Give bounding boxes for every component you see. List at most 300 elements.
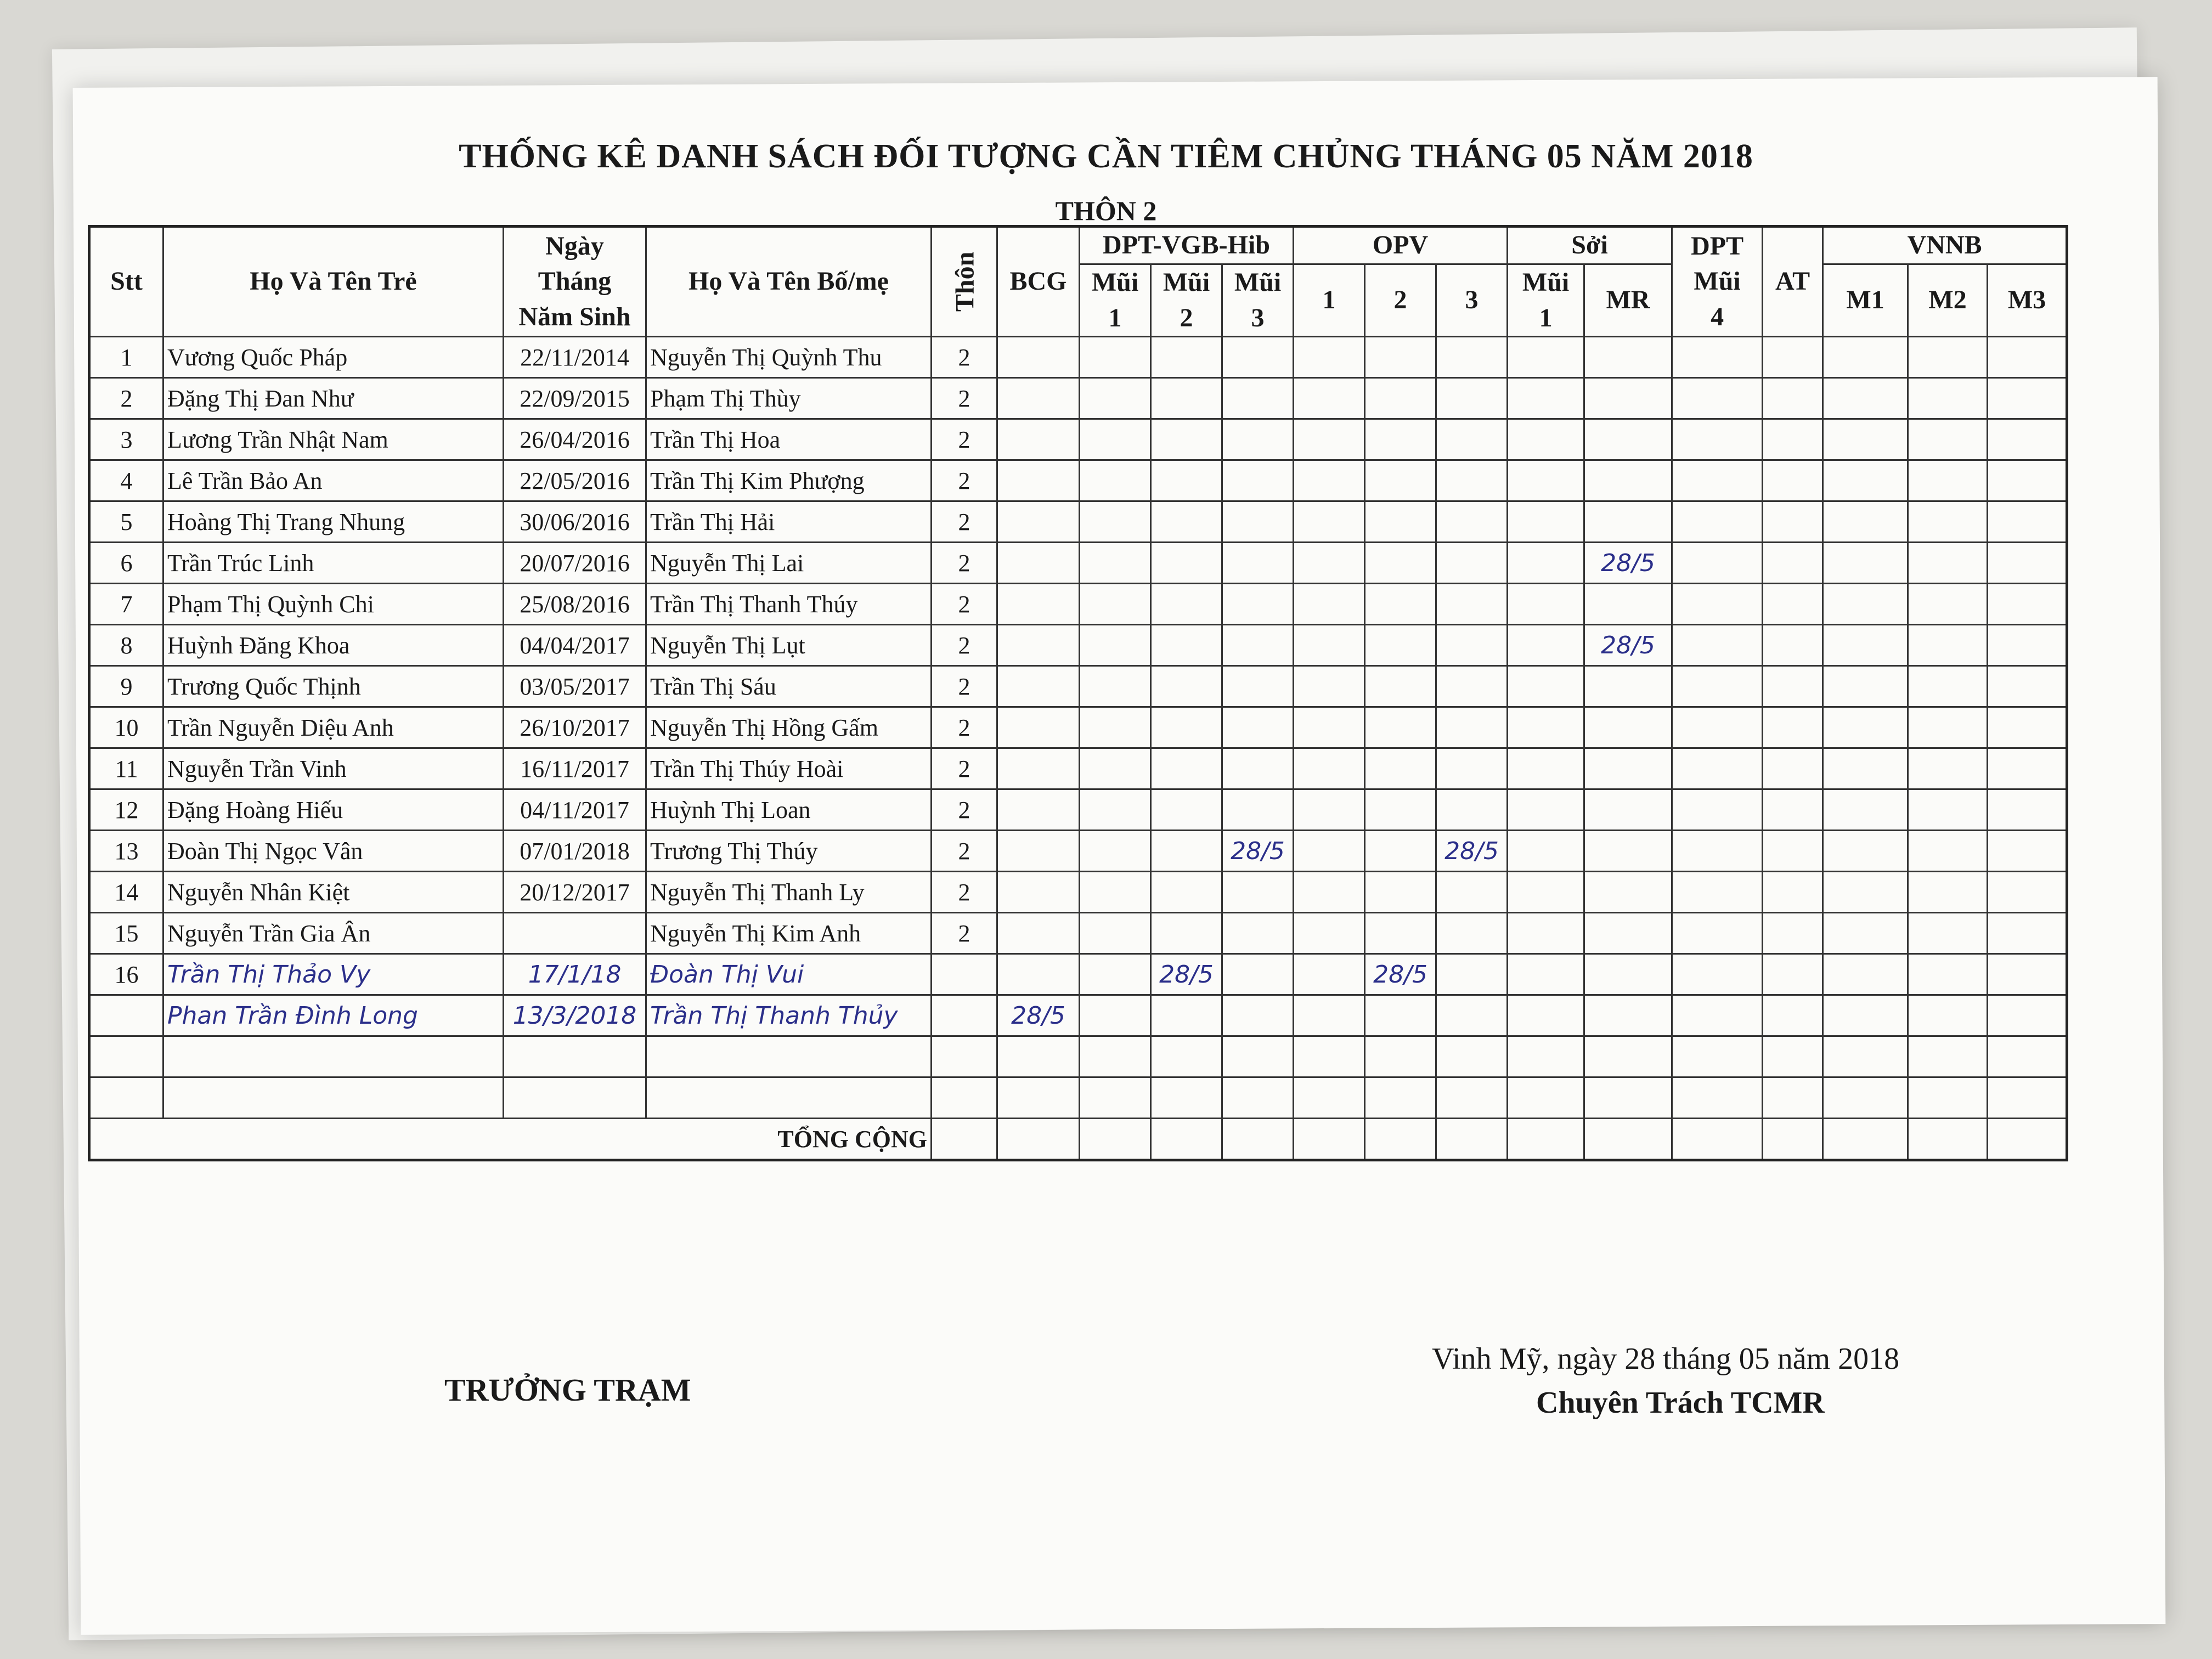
row-empty-cell bbox=[1672, 954, 1763, 995]
row-vnnb-m3 bbox=[1988, 831, 2067, 872]
blank-row bbox=[89, 1036, 2067, 1077]
row-soi-m1 bbox=[1508, 337, 1584, 378]
row-dpt-m1 bbox=[1080, 707, 1151, 748]
row-child-name: Lương Trần Nhật Nam bbox=[163, 419, 504, 460]
row-empty-cell bbox=[89, 1077, 163, 1119]
row-vnnb-m2 bbox=[1908, 543, 1988, 584]
row-dpt-m3 bbox=[1222, 419, 1294, 460]
row-empty-cell bbox=[1672, 1077, 1763, 1119]
row-soi-mr bbox=[1584, 419, 1672, 460]
row-empty-cell bbox=[1988, 954, 2067, 995]
row-dpt-m2 bbox=[1151, 707, 1222, 748]
row-bcg bbox=[997, 872, 1080, 913]
row-child-name: Trương Quốc Thịnh bbox=[163, 666, 504, 707]
row-dpt-m1 bbox=[1080, 501, 1151, 543]
row-parent-name: Trần Thị Kim Phượng bbox=[646, 460, 932, 501]
row-vnnb-m1 bbox=[1823, 748, 1908, 789]
row-vnnb-m1 bbox=[1823, 337, 1908, 378]
row-vnnb-m2 bbox=[1908, 378, 1988, 419]
row-soi-m1 bbox=[1508, 378, 1584, 419]
header-at: AT bbox=[1763, 227, 1823, 337]
row-opv-2 bbox=[1365, 995, 1436, 1036]
row-opv-3 bbox=[1436, 625, 1508, 666]
table-body bbox=[89, 337, 2067, 1160]
row-opv-2 bbox=[1365, 460, 1436, 501]
row-bcg bbox=[997, 789, 1080, 831]
row-dob: 16/11/2017 bbox=[504, 748, 646, 789]
row-thon: 2 bbox=[932, 831, 997, 872]
row-dpt-m2 bbox=[1151, 543, 1222, 584]
row-dpt-m2 bbox=[1151, 666, 1222, 707]
row-stt: 2 bbox=[89, 378, 163, 419]
row-empty-cell bbox=[1763, 1036, 1823, 1077]
row-vnnb-m3 bbox=[1988, 501, 2067, 543]
row-stt: 4 bbox=[89, 460, 163, 501]
row-opv-1 bbox=[1294, 831, 1365, 872]
row-at bbox=[1763, 337, 1823, 378]
row-vnnb-m2 bbox=[1908, 789, 1988, 831]
row-empty-cell bbox=[1584, 1036, 1672, 1077]
row-child-name: Nguyễn Nhân Kiệt bbox=[163, 872, 504, 913]
header-dpt-m2-b: 2 bbox=[1180, 303, 1193, 332]
row-parent-name: Phạm Thị Thùy bbox=[646, 378, 932, 419]
row-dpt-m2 bbox=[1151, 337, 1222, 378]
row-opv-3 bbox=[1436, 872, 1508, 913]
row-parent-name: Nguyễn Thị Lai bbox=[646, 543, 932, 584]
table-row bbox=[89, 419, 2067, 460]
row-thon bbox=[932, 954, 997, 995]
row-stt: 15 bbox=[89, 913, 163, 954]
row-opv-1 bbox=[1294, 789, 1365, 831]
row-vnnb-m1 bbox=[1823, 913, 1908, 954]
row-dpt-m1 bbox=[1080, 666, 1151, 707]
header-dob bbox=[504, 227, 646, 337]
row-child-name: Lê Trần Bảo An bbox=[163, 460, 504, 501]
vaccination-table bbox=[88, 225, 2068, 1161]
row-vnnb-m2 bbox=[1908, 872, 1988, 913]
row-dpt4 bbox=[1672, 872, 1763, 913]
row-empty-cell bbox=[504, 1036, 646, 1077]
row-dpt-m2 bbox=[1151, 501, 1222, 543]
row-opv-1 bbox=[1294, 337, 1365, 378]
row-dpt-m1 bbox=[1080, 378, 1151, 419]
row-empty-cell bbox=[1763, 995, 1823, 1036]
row-opv-2 bbox=[1365, 584, 1436, 625]
row-empty-cell bbox=[1823, 995, 1908, 1036]
row-dpt-m2 bbox=[1151, 748, 1222, 789]
row-opv-1 bbox=[1294, 748, 1365, 789]
row-vnnb-m1 bbox=[1823, 707, 1908, 748]
row-vnnb-m1 bbox=[1823, 419, 1908, 460]
row-opv-3 bbox=[1436, 666, 1508, 707]
header-dpt-m3-b: 3 bbox=[1251, 303, 1265, 332]
header-row-1 bbox=[89, 227, 2067, 264]
header-dpt4-line3: 4 bbox=[1711, 302, 1724, 332]
row-bcg bbox=[997, 666, 1080, 707]
row-at bbox=[1763, 831, 1823, 872]
row-child-name: Huỳnh Đăng Khoa bbox=[163, 625, 504, 666]
row-dob: 04/11/2017 bbox=[504, 789, 646, 831]
total-cell bbox=[1672, 1119, 1763, 1160]
header-dob-line1: Ngày bbox=[545, 231, 604, 261]
row-vnnb-m2 bbox=[1908, 666, 1988, 707]
row-parent-name: Trần Thị Hải bbox=[646, 501, 932, 543]
row-parent-name: Nguyễn Thị Quỳnh Thu bbox=[646, 337, 932, 378]
row-at bbox=[1763, 789, 1823, 831]
row-bcg bbox=[997, 748, 1080, 789]
row-parent-name: Trương Thị Thúy bbox=[646, 831, 932, 872]
row-stt: 9 bbox=[89, 666, 163, 707]
row-vnnb-m1 bbox=[1823, 501, 1908, 543]
row-parent-name: Trần Thị Hoa bbox=[646, 419, 932, 460]
row-soi-m1 bbox=[1508, 419, 1584, 460]
row-soi-m1 bbox=[1508, 501, 1584, 543]
row-dpt-m3 bbox=[1222, 337, 1294, 378]
row-dob: 25/08/2016 bbox=[504, 584, 646, 625]
row-dpt-m3 bbox=[1222, 666, 1294, 707]
total-cell bbox=[1151, 1119, 1222, 1160]
row-bcg bbox=[997, 460, 1080, 501]
header-soi-mr: MR bbox=[1584, 264, 1672, 337]
blank-row bbox=[89, 1077, 2067, 1119]
row-empty-cell bbox=[932, 1077, 997, 1119]
row-bcg bbox=[997, 419, 1080, 460]
row-dpt-m2 bbox=[1151, 913, 1222, 954]
row-opv-3 bbox=[1436, 378, 1508, 419]
row-thon: 2 bbox=[932, 543, 997, 584]
row-vnnb-m3 bbox=[1988, 748, 2067, 789]
row-dob bbox=[504, 913, 646, 954]
row-stt: 1 bbox=[89, 337, 163, 378]
row-child-name: Nguyễn Trần Vinh bbox=[163, 748, 504, 789]
row-empty-cell bbox=[1672, 1036, 1763, 1077]
row-dpt-m2 bbox=[1151, 419, 1222, 460]
row-empty-cell bbox=[1508, 1077, 1584, 1119]
row-empty-cell bbox=[1508, 995, 1584, 1036]
row-vnnb-m1 bbox=[1823, 625, 1908, 666]
row-parent-name: Nguyễn Thị Kim Anh bbox=[646, 913, 932, 954]
row-thon: 2 bbox=[932, 625, 997, 666]
row-dob: 13/3/2018 bbox=[504, 995, 646, 1036]
row-stt: 5 bbox=[89, 501, 163, 543]
row-soi-m1 bbox=[1508, 584, 1584, 625]
row-empty-cell bbox=[1763, 954, 1823, 995]
footer-role: Chuyên Trách TCMR bbox=[1536, 1386, 1825, 1420]
row-bcg bbox=[997, 707, 1080, 748]
table-row bbox=[89, 748, 2067, 789]
row-dpt-m1 bbox=[1080, 831, 1151, 872]
row-empty-cell bbox=[1080, 1077, 1151, 1119]
row-opv-2 bbox=[1365, 913, 1436, 954]
row-opv-1 bbox=[1294, 872, 1365, 913]
row-child-name: Hoàng Thị Trang Nhung bbox=[163, 501, 504, 543]
header-parent-name: Họ Và Tên Bố/mẹ bbox=[646, 227, 932, 337]
row-dpt-m2 bbox=[1151, 378, 1222, 419]
total-cell bbox=[997, 1119, 1080, 1160]
row-parent-name: Trần Thị Thanh Thủy bbox=[646, 995, 932, 1036]
row-parent-name: Nguyễn Thị Hồng Gấm bbox=[646, 707, 932, 748]
row-dpt4 bbox=[1672, 625, 1763, 666]
row-thon: 2 bbox=[932, 337, 997, 378]
row-empty-cell bbox=[1222, 1036, 1294, 1077]
row-dpt-m1 bbox=[1080, 872, 1151, 913]
row-opv-2 bbox=[1365, 337, 1436, 378]
row-vnnb-m3 bbox=[1988, 625, 2067, 666]
row-soi-mr bbox=[1584, 707, 1672, 748]
header-dpt-m3 bbox=[1222, 264, 1294, 337]
row-opv-1 bbox=[1294, 995, 1365, 1036]
total-label: TỔNG CỘNG bbox=[89, 1119, 932, 1160]
row-opv-2 bbox=[1365, 543, 1436, 584]
row-dpt4 bbox=[1672, 419, 1763, 460]
row-opv-3 bbox=[1436, 460, 1508, 501]
header-dpt4-line1: DPT bbox=[1691, 231, 1744, 261]
row-vnnb-m3 bbox=[1988, 913, 2067, 954]
row-soi-mr bbox=[1584, 872, 1672, 913]
row-empty-cell bbox=[932, 1036, 997, 1077]
row-opv-3 bbox=[1436, 707, 1508, 748]
row-dpt4 bbox=[1672, 748, 1763, 789]
row-bcg bbox=[997, 913, 1080, 954]
total-cell bbox=[932, 1119, 997, 1160]
header-dob-line2: Tháng bbox=[538, 267, 612, 296]
row-empty-cell bbox=[1436, 1036, 1508, 1077]
row-soi-mr bbox=[1584, 666, 1672, 707]
table-row bbox=[89, 789, 2067, 831]
row-empty-cell bbox=[1508, 1036, 1584, 1077]
row-vnnb-m2 bbox=[1908, 584, 1988, 625]
row-opv-3: 28/5 bbox=[1436, 831, 1508, 872]
row-opv-2 bbox=[1365, 625, 1436, 666]
row-vnnb-m1 bbox=[1823, 543, 1908, 584]
row-at bbox=[1763, 707, 1823, 748]
row-child-name: Phạm Thị Quỳnh Chi bbox=[163, 584, 504, 625]
header-dpt4-line2: Mũi bbox=[1694, 267, 1741, 296]
row-dpt-m3 bbox=[1222, 460, 1294, 501]
row-vnnb-m3 bbox=[1988, 666, 2067, 707]
row-bcg bbox=[997, 378, 1080, 419]
total-cell bbox=[1294, 1119, 1365, 1160]
row-bcg bbox=[997, 337, 1080, 378]
row-empty-cell bbox=[1823, 1077, 1908, 1119]
row-thon bbox=[932, 995, 997, 1036]
table-row bbox=[89, 378, 2067, 419]
row-empty-cell bbox=[997, 1036, 1080, 1077]
header-soi-m1-b: 1 bbox=[1539, 303, 1553, 332]
row-soi-m1 bbox=[1508, 543, 1584, 584]
row-dpt4 bbox=[1672, 460, 1763, 501]
row-vnnb-m2 bbox=[1908, 419, 1988, 460]
header-vnnb-m1: M1 bbox=[1823, 264, 1908, 337]
row-dpt-m3 bbox=[1222, 584, 1294, 625]
row-vnnb-m2 bbox=[1908, 707, 1988, 748]
row-soi-mr: 28/5 bbox=[1584, 543, 1672, 584]
row-empty-cell bbox=[1763, 1077, 1823, 1119]
row-vnnb-m3 bbox=[1988, 872, 2067, 913]
row-dpt4 bbox=[1672, 913, 1763, 954]
row-dob: 26/10/2017 bbox=[504, 707, 646, 748]
row-soi-m1 bbox=[1508, 625, 1584, 666]
row-dpt-m2 bbox=[1151, 995, 1222, 1036]
row-opv-1 bbox=[1294, 543, 1365, 584]
row-dpt4 bbox=[1672, 378, 1763, 419]
row-dpt-m2 bbox=[1151, 625, 1222, 666]
row-dob: 22/05/2016 bbox=[504, 460, 646, 501]
row-vnnb-m1 bbox=[1823, 872, 1908, 913]
row-empty-cell bbox=[646, 1077, 932, 1119]
row-dob: 17/1/18 bbox=[504, 954, 646, 995]
row-soi-mr bbox=[1584, 378, 1672, 419]
row-soi-m1 bbox=[1508, 748, 1584, 789]
row-child-name: Nguyễn Trần Gia Ân bbox=[163, 913, 504, 954]
row-dpt-m2 bbox=[1151, 584, 1222, 625]
row-empty-cell bbox=[163, 1077, 504, 1119]
row-vnnb-m2 bbox=[1908, 913, 1988, 954]
row-parent-name: Nguyễn Thị Lụt bbox=[646, 625, 932, 666]
row-empty-cell bbox=[1823, 954, 1908, 995]
header-opv-1: 1 bbox=[1294, 264, 1365, 337]
row-thon: 2 bbox=[932, 584, 997, 625]
row-dpt4 bbox=[1672, 584, 1763, 625]
row-soi-mr bbox=[1584, 460, 1672, 501]
row-soi-m1 bbox=[1508, 707, 1584, 748]
header-vnnb-m2: M2 bbox=[1908, 264, 1988, 337]
row-bcg bbox=[997, 625, 1080, 666]
row-bcg bbox=[997, 831, 1080, 872]
row-opv-1 bbox=[1294, 460, 1365, 501]
header-dpt-m1-b: 1 bbox=[1108, 303, 1122, 332]
handwritten-row bbox=[89, 995, 2067, 1036]
row-opv-1 bbox=[1294, 666, 1365, 707]
row-at bbox=[1763, 584, 1823, 625]
footer-station-head: TRƯỞNG TRẠM bbox=[444, 1372, 691, 1408]
row-empty-cell bbox=[1823, 1036, 1908, 1077]
row-vnnb-m1 bbox=[1823, 378, 1908, 419]
row-dpt-m1 bbox=[1080, 625, 1151, 666]
row-vnnb-m2 bbox=[1908, 831, 1988, 872]
row-parent-name: Trần Thị Sáu bbox=[646, 666, 932, 707]
row-at bbox=[1763, 543, 1823, 584]
row-vnnb-m3 bbox=[1988, 584, 2067, 625]
row-opv-3 bbox=[1436, 584, 1508, 625]
row-empty-cell bbox=[1988, 1077, 2067, 1119]
total-cell bbox=[1365, 1119, 1436, 1160]
row-empty-cell bbox=[1672, 995, 1763, 1036]
table-row bbox=[89, 666, 2067, 707]
table-row bbox=[89, 707, 2067, 748]
total-cell bbox=[1436, 1119, 1508, 1160]
row-dob: 22/09/2015 bbox=[504, 378, 646, 419]
row-dpt-m1 bbox=[1080, 337, 1151, 378]
row-thon: 2 bbox=[932, 748, 997, 789]
row-opv-3 bbox=[1436, 789, 1508, 831]
row-opv-2 bbox=[1365, 666, 1436, 707]
header-dob-line3: Năm Sinh bbox=[518, 302, 631, 332]
row-stt: 16 bbox=[89, 954, 163, 995]
row-parent-name: Trần Thị Thanh Thúy bbox=[646, 584, 932, 625]
row-dpt-m3 bbox=[1222, 913, 1294, 954]
total-cell bbox=[1908, 1119, 1988, 1160]
row-soi-mr bbox=[1584, 584, 1672, 625]
row-thon: 2 bbox=[932, 460, 997, 501]
row-empty-cell bbox=[504, 1077, 646, 1119]
table-row bbox=[89, 501, 2067, 543]
row-empty-cell bbox=[1080, 1036, 1151, 1077]
row-vnnb-m1 bbox=[1823, 666, 1908, 707]
row-dob: 07/01/2018 bbox=[504, 831, 646, 872]
row-vnnb-m2 bbox=[1908, 337, 1988, 378]
row-dpt4 bbox=[1672, 543, 1763, 584]
row-dpt-m1 bbox=[1080, 995, 1151, 1036]
row-opv-3 bbox=[1436, 543, 1508, 584]
row-dob: 03/05/2017 bbox=[504, 666, 646, 707]
row-soi-mr bbox=[1584, 748, 1672, 789]
header-dpt-m2-a: Mũi bbox=[1163, 267, 1210, 297]
table-row bbox=[89, 625, 2067, 666]
total-cell bbox=[1222, 1119, 1294, 1160]
row-opv-1 bbox=[1294, 501, 1365, 543]
row-empty-cell bbox=[1151, 1077, 1222, 1119]
row-parent-name: Huỳnh Thị Loan bbox=[646, 789, 932, 831]
row-opv-3 bbox=[1436, 501, 1508, 543]
row-thon: 2 bbox=[932, 789, 997, 831]
row-soi-m1 bbox=[1508, 666, 1584, 707]
row-stt bbox=[89, 995, 163, 1036]
header-dpt-m1-a: Mũi bbox=[1091, 267, 1139, 297]
row-dpt-m1 bbox=[1080, 954, 1151, 995]
table-row bbox=[89, 584, 2067, 625]
row-bcg: 28/5 bbox=[997, 995, 1080, 1036]
header-soi-m1 bbox=[1508, 264, 1584, 337]
row-empty-cell bbox=[1365, 1036, 1436, 1077]
row-vnnb-m3 bbox=[1988, 337, 2067, 378]
row-opv-1 bbox=[1294, 707, 1365, 748]
row-stt: 10 bbox=[89, 707, 163, 748]
total-row bbox=[89, 1119, 2067, 1160]
row-empty-cell bbox=[89, 1036, 163, 1077]
row-thon: 2 bbox=[932, 419, 997, 460]
row-empty-cell bbox=[163, 1036, 504, 1077]
row-opv-2 bbox=[1365, 501, 1436, 543]
row-empty-cell bbox=[646, 1036, 932, 1077]
row-soi-mr bbox=[1584, 789, 1672, 831]
row-soi-mr bbox=[1584, 831, 1672, 872]
row-dob: 20/07/2016 bbox=[504, 543, 646, 584]
row-child-name: Trần Thị Thảo Vy bbox=[163, 954, 504, 995]
row-dpt4 bbox=[1672, 831, 1763, 872]
row-bcg bbox=[997, 501, 1080, 543]
row-dpt-m2 bbox=[1151, 460, 1222, 501]
row-child-name: Phan Trần Đình Long bbox=[163, 995, 504, 1036]
row-dpt4 bbox=[1672, 501, 1763, 543]
total-cell bbox=[1080, 1119, 1151, 1160]
row-thon: 2 bbox=[932, 872, 997, 913]
row-soi-m1 bbox=[1508, 460, 1584, 501]
header-opv: OPV bbox=[1294, 227, 1508, 264]
row-stt: 7 bbox=[89, 584, 163, 625]
row-dpt-m1 bbox=[1080, 789, 1151, 831]
row-stt: 11 bbox=[89, 748, 163, 789]
row-at bbox=[1763, 625, 1823, 666]
row-thon: 2 bbox=[932, 501, 997, 543]
row-opv-1 bbox=[1294, 419, 1365, 460]
header-dpt-m1 bbox=[1080, 264, 1151, 337]
row-vnnb-m1 bbox=[1823, 460, 1908, 501]
header-soi: Sởi bbox=[1508, 227, 1672, 264]
row-dpt4 bbox=[1672, 789, 1763, 831]
row-empty-cell bbox=[1436, 995, 1508, 1036]
row-at bbox=[1763, 419, 1823, 460]
